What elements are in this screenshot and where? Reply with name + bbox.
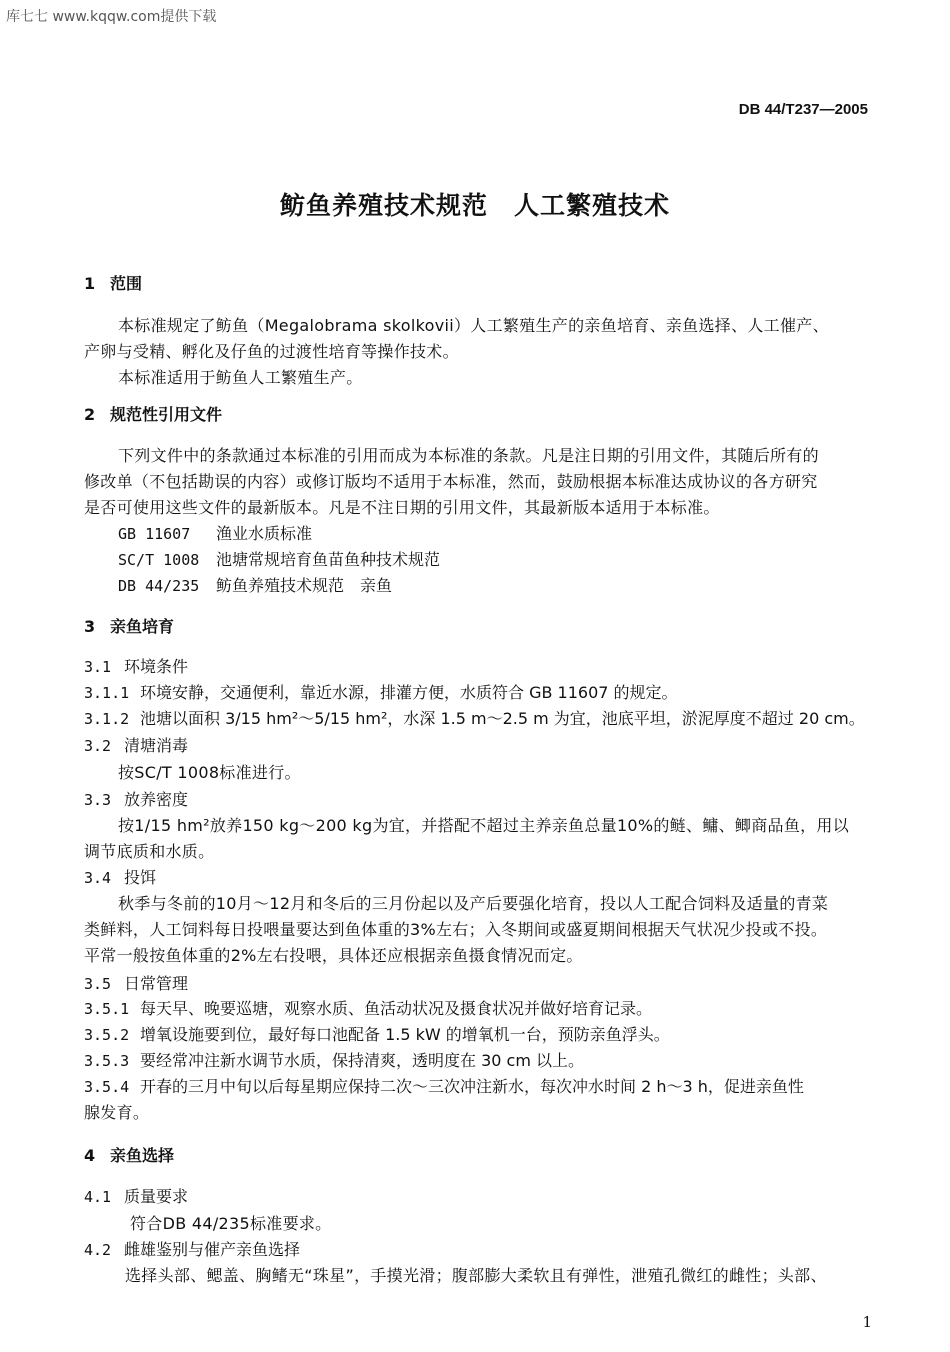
- clause: [84, 996, 652, 1019]
- subsection-title: 环境条件: [124, 657, 189, 676]
- subsection-title: 质量要求: [124, 1187, 189, 1206]
- subsection-heading: [84, 654, 188, 677]
- subsection-heading: [84, 733, 188, 756]
- paragraph-line: 本标准适用于鲂鱼人工繁殖生产。: [118, 368, 363, 387]
- clause: [84, 1048, 584, 1071]
- clause-number: 3.5.4: [84, 1078, 130, 1096]
- paragraph-line: 平常一般按鱼体重的2%左右投喂，具体还应根据亲鱼摄食情况而定。: [84, 946, 583, 965]
- clause-text: 池塘以面积 3/15 hm²～5/15 hm²，水深 1.5 m～2.5 m 为宜，池底平坦，淤泥厚度不超过 20 cm。: [140, 709, 865, 728]
- subsection-title: 清塘消毒: [124, 736, 189, 755]
- reference-item: [118, 547, 440, 570]
- clause-number: 3.5.3: [84, 1052, 130, 1070]
- subsection-number: 4.2: [84, 1241, 112, 1259]
- reference-name: 渔业水质标准: [216, 524, 313, 543]
- paragraph-line: 按SC/T 1008标准进行。: [118, 763, 301, 782]
- reference-code: SC/T 1008: [118, 551, 200, 569]
- paragraph-line: 是否可使用这些文件的最新版本。凡是不注日期的引用文件，其最新版本适用于本标准。: [84, 498, 720, 517]
- reference-code: DB 44/235: [118, 577, 200, 595]
- clause-number: 3.5.1: [84, 1000, 130, 1018]
- section-number: 2: [84, 405, 96, 424]
- section-number: 3: [84, 617, 96, 636]
- subsection-number: 3.5: [84, 975, 112, 993]
- clause-text: 每天早、晚要巡塘，观察水质、鱼活动状况及摄食状况并做好培育记录。: [140, 999, 653, 1018]
- clause: [84, 706, 865, 729]
- clause-text: 开春的三月中旬以后每星期应保持二次～三次冲注新水，每次冲水时间 2 h～3 h，促进亲鱼性: [140, 1077, 804, 1096]
- reference-item: [118, 521, 312, 544]
- section-2-heading: [84, 402, 222, 425]
- subsection-number: 3.2: [84, 737, 112, 755]
- reference-name: 鲂鱼养殖技术规范 亲鱼: [216, 576, 393, 595]
- page-number: 1: [862, 1313, 872, 1331]
- paragraph-line: 调节底质和水质。: [84, 842, 215, 861]
- subsection-heading: [84, 1184, 188, 1207]
- paragraph-line: 按1/15 hm²放养150 kg～200 kg为宜，并搭配不超过主养亲鱼总量10%的鲢、鳙、鲫商品鱼，用以: [118, 816, 850, 835]
- section-title: 亲鱼选择: [110, 1146, 175, 1165]
- subsection-number: 4.1: [84, 1188, 112, 1206]
- standard-number: DB 44/T237—2005: [738, 101, 868, 118]
- clause-number: 3.5.2: [84, 1026, 130, 1044]
- subsection-number: 3.1: [84, 658, 112, 676]
- clause: [84, 680, 678, 703]
- paragraph-line: 选择头部、鳃盖、胸鳍无“珠星”，手摸光滑；腹部膨大柔软且有弹性，泄殖孔微红的雌性；头部、: [125, 1266, 827, 1285]
- paragraph-line: 下列文件中的条款通过本标准的引用而成为本标准的条款。凡是注日期的引用文件，其随后所有的: [118, 446, 819, 465]
- subsection-heading: [84, 971, 188, 994]
- paragraph-line: 类鲜料，人工饲料每日投喂量要达到鱼体重的3%左右；入冬期间或盛夏期间根据天气状况少投或不投。: [84, 920, 828, 939]
- subsection-title: 雌雄鉴别与催产亲鱼选择: [124, 1240, 301, 1259]
- paragraph-line: 产卵与受精、孵化及仔鱼的过渡性培育等操作技术。: [84, 342, 459, 361]
- subsection-heading: [84, 787, 188, 810]
- section-title: 范围: [110, 274, 143, 293]
- section-title: 亲鱼培育: [110, 617, 175, 636]
- paragraph-line: 修改单（不包括勘误的内容）或修订版均不适用于本标准，然而，鼓励根据本标准达成协议的各方研究: [84, 472, 818, 491]
- section-number: 1: [84, 274, 96, 293]
- section-3-heading: [84, 614, 174, 637]
- watermark: 库七七 www.kqqw.com提供下载: [6, 9, 217, 25]
- reference-item: [118, 573, 392, 596]
- section-title: 规范性引用文件: [110, 405, 223, 424]
- subsection-title: 日常管理: [124, 974, 189, 993]
- clause-text: 增氧设施要到位，最好每口池配备 1.5 kW 的增氧机一台，预防亲鱼浮头。: [140, 1025, 670, 1044]
- section-4-heading: [84, 1143, 174, 1166]
- paragraph-line: 符合DB 44/235标准要求。: [130, 1214, 332, 1233]
- reference-code: GB 11607: [118, 525, 191, 543]
- clause-text: 环境安静，交通便利，靠近水源，排灌方便，水质符合 GB 11607 的规定。: [140, 683, 678, 702]
- paragraph-line: 腺发育。: [84, 1103, 150, 1122]
- document-title: 鲂鱼养殖技术规范 人工繁殖技术: [279, 191, 670, 220]
- subsection-title: 放养密度: [124, 790, 189, 809]
- clause: [84, 1022, 670, 1045]
- subsection-title: 投饵: [124, 868, 157, 887]
- subsection-number: 3.3: [84, 791, 112, 809]
- section-1-heading: [84, 271, 142, 294]
- clause: [84, 1074, 804, 1097]
- paragraph-line: 秋季与冬前的10月～12月和冬后的三月份起以及产后要强化培育，投以人工配合饲料及适量的青菜: [118, 894, 829, 913]
- clause-number: 3.1.2: [84, 710, 130, 728]
- paragraph-line: 本标准规定了鲂鱼（Megalobrama skolkovii）人工繁殖生产的亲鱼培育、亲鱼选择、人工催产、: [118, 316, 829, 335]
- subsection-heading: [84, 865, 156, 888]
- subsection-number: 3.4: [84, 869, 112, 887]
- section-number: 4: [84, 1146, 96, 1165]
- clause-text: 要经常冲注新水调节水质，保持清爽，透明度在 30 cm 以上。: [140, 1051, 585, 1070]
- reference-name: 池塘常规培育鱼苗鱼种技术规范: [216, 550, 441, 569]
- subsection-heading: [84, 1237, 300, 1260]
- clause-number: 3.1.1: [84, 684, 130, 702]
